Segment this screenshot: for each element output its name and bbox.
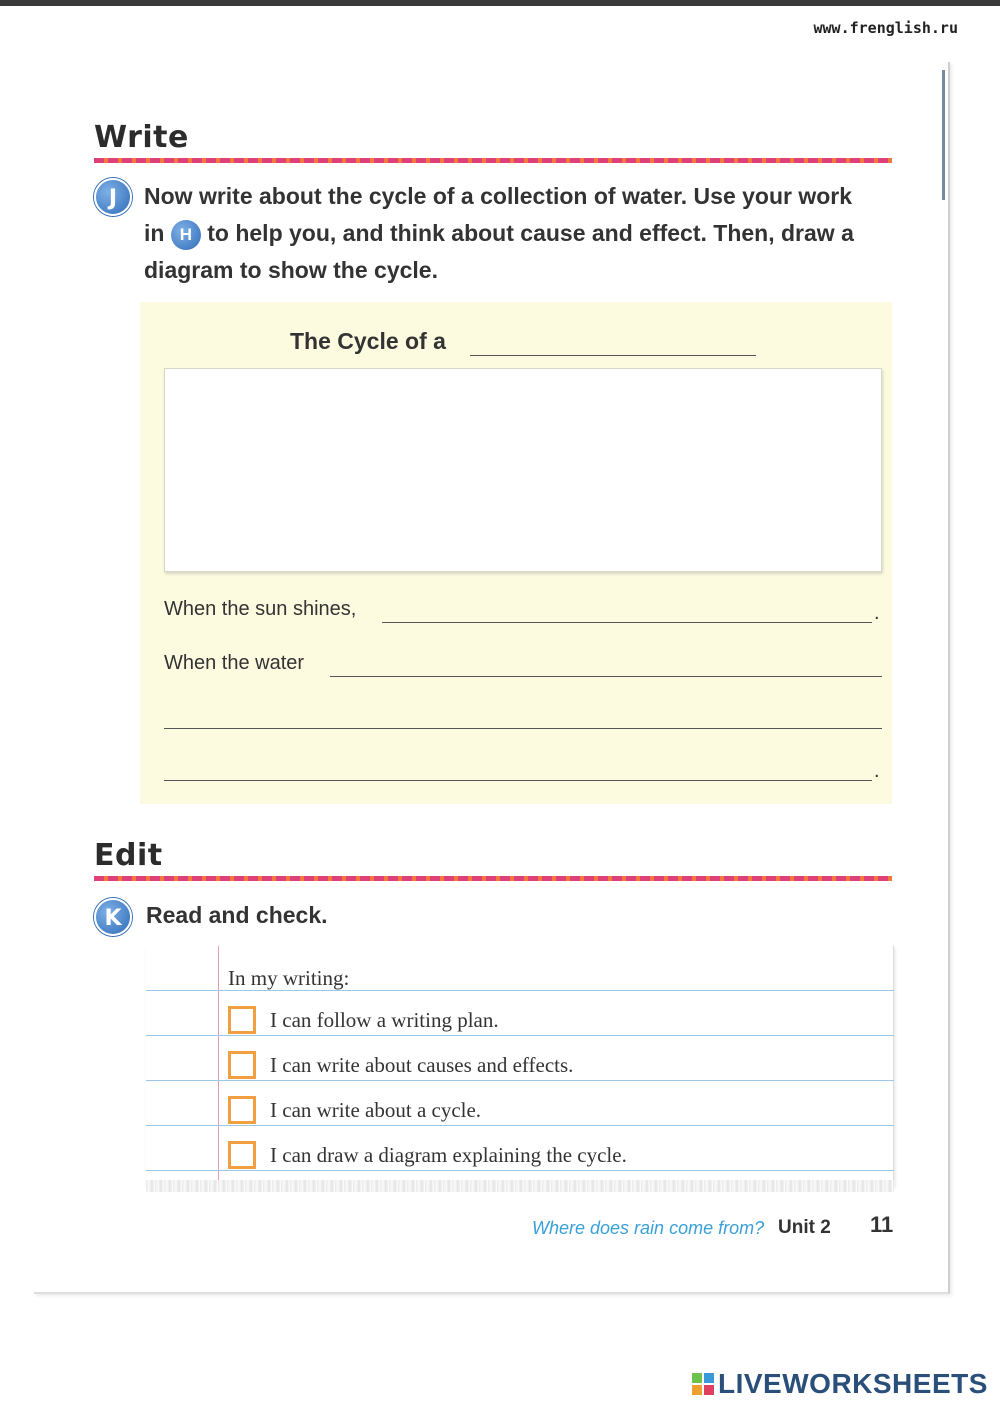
checklist-label: I can follow a writing plan. [270, 1008, 499, 1032]
note-line [146, 1125, 894, 1126]
logo-icon [692, 1373, 714, 1395]
checkbox[interactable] [228, 1096, 256, 1124]
write-title: Write [94, 120, 189, 155]
diagram-drawing-area[interactable] [164, 368, 882, 572]
note-line [146, 1170, 894, 1171]
badge-h: H [171, 220, 201, 250]
checkbox[interactable] [228, 1141, 256, 1169]
logo-square [704, 1373, 714, 1383]
edit-divider [94, 876, 892, 881]
edit-title: Edit [94, 838, 163, 873]
checklist-heading: In my writing: [228, 966, 350, 990]
instruction-text-1: Now write about the cycle of a collection of water. Use your work in [144, 183, 853, 246]
logo-square [704, 1385, 714, 1395]
logo-square [692, 1373, 702, 1383]
period: . [874, 602, 880, 624]
checkbox[interactable] [228, 1006, 256, 1034]
checklist-notepad [146, 946, 894, 1186]
logo-square [692, 1385, 702, 1395]
logo-text: LIVEWORKSHEETS [718, 1368, 988, 1399]
edit-instruction: Read and check. [146, 902, 328, 928]
period: . [874, 760, 880, 782]
note-line [146, 1080, 894, 1081]
cycle-name-line[interactable] [470, 355, 756, 356]
badge-j: J [94, 178, 132, 216]
badge-k: K [94, 898, 132, 936]
liveworksheets-logo [692, 1368, 988, 1400]
checklist-label: I can write about causes and effects. [270, 1053, 574, 1077]
write-divider [94, 158, 892, 163]
torn-edge [146, 1180, 894, 1192]
page-number: 11 [870, 1212, 894, 1237]
page-edge [942, 70, 945, 200]
notepad-margin [218, 946, 219, 1186]
answer-line-water[interactable] [330, 676, 882, 677]
note-line [146, 1035, 894, 1036]
prompt-sun: When the sun shines, [164, 598, 357, 620]
workbook-page [34, 62, 950, 1294]
site-url: www.frenglish.ru [813, 19, 958, 37]
cycle-heading: The Cycle of a [290, 328, 446, 354]
checklist-label: I can write about a cycle. [270, 1098, 482, 1122]
prompt-water: When the water [164, 652, 305, 674]
scan-edge [0, 0, 1000, 6]
answer-line-sun[interactable] [382, 622, 872, 623]
instruction-text-2: to help you, and think about cause and effect. Then, draw a diagram to show the cycle. [144, 220, 854, 283]
answer-line-4[interactable] [164, 780, 872, 781]
checkbox[interactable] [228, 1051, 256, 1079]
answer-line-3[interactable] [164, 728, 882, 729]
footer-unit: Unit 2 [778, 1217, 831, 1238]
checklist-label: I can draw a diagram explaining the cycle. [270, 1143, 627, 1167]
write-instruction [144, 178, 864, 289]
footer-question: Where does rain come from? [532, 1218, 765, 1238]
